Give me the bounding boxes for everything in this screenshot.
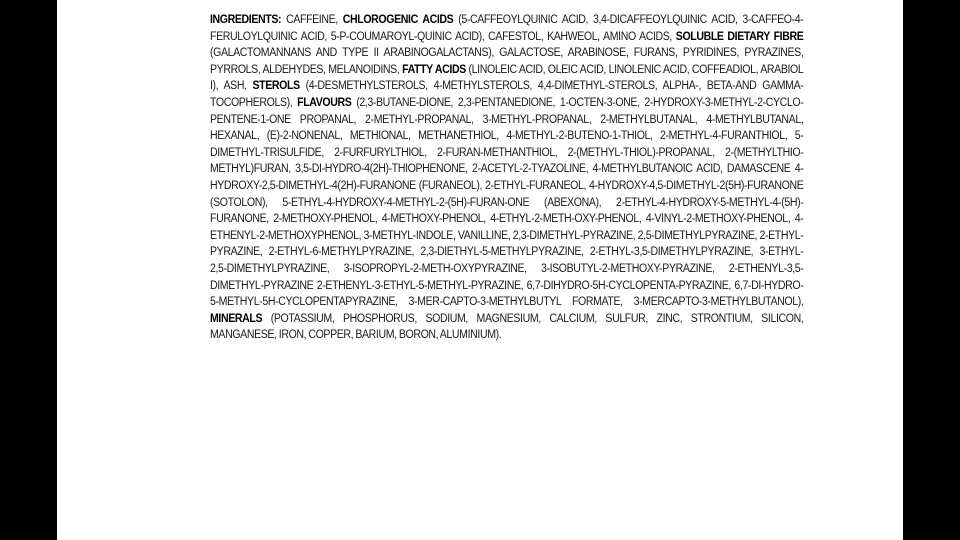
chlorogenic-acids-heading: CHLOROGENIC ACIDS	[342, 12, 454, 26]
sterols-heading: STEROLS	[252, 78, 300, 93]
ingredients-heading: INGREDIENTS:	[210, 12, 282, 26]
soluble-dietary-fibre-text: (GALACTOMANNANS AND TYPE II ARABINOGALACTANS), GALACTOSE, ARABINOSE, FURANS, PYRIDINES, PYRAZINES, PYRROLS, ALDEHYDES, MELANOIDINS,	[210, 45, 804, 76]
ingredients-paragraph	[210, 11, 803, 343]
flavours-text: (2,3-BUTANE-DIONE, 2,3-PENTANEDIONE, 1-OCTEN-3-ONE, 2-HYDROXY-3-METHYL-2-CYCLO-PENTENE-1-ONE PROPANAL, 2-METHYL-PROPANAL, 3-METHYL-PROPANAL, 2-METHYLBUTANAL, 4-METHYLBUTANAL, HEXANAL, (E)-2-NONENAL, METHIONAL, METHANETHIOL, 4-METHYL-2-BUTENO-1-THIOL, 2-METHYL-4-FURANTHIOL, 5-DIMETHYL-TRISULFIDE, 2-FURFURYLTHIOL, 2-FURAN-METHANTHIOL, 2-(METHYL-THIOL)-PROPANAL, 2-(METHYLTHIO-METHYL)FURAN, 3,5-DI-HYDRO-4(2H)-THIOPHENONE, 2-ACETYL-2-TYAZOLINE, 4-METHYLBUTANOIC ACID, DAMASCENE 4-HYDROXY-2,5-DIMETHYL-4(2H)-FURANONE (FURANEOL), 2-ETHYL-FURANEOL, 4-HYDROXY-4,5-DIMETHYL-2(5H)-FURANONE (SOTOLON), 5-ETHYL-4-HYDROXY-4-METHYL-2-(5H)-FURAN-ONE (ABEXONA), 2-ETHYL-4-HYDROXY-5-METHYL-4-(5H)-FURANONE, 2-METHOXY-PHENOL, 4-METHOXY-PHENOL, 4-ETHYL-2-METH-OXY-PHENOL, 4-VINYL-2-METHOXY-PHENOL, 4-ETHENYL-2-METHOXYPHENOL, 3-METHYL-INDOLE, VANILLINE, 2,3-DIMETHYL-PYRAZINE, 2,5-DIMETHYLPYRAZINE, 2-ETHYL-PYRAZINE, 2-ETHYL-6-METHYLPYRAZINE, 2,3-DIETHYL-5-METHYLPYRAZINE, 2-ETHYL-3,5-DIMETHYLPYRAZINE, 3-ETHYL-2,5-DIMETHYLPYRAZINE, 3-ISOPROPYL-2-METH-OXYPYRAZINE, 3-ISOBUTYL-2-METHOXY-PYRAZINE, 2-ETHENYL-3,5-DIMETHYL-PYRAZINE 2-ETHENYL-3-ETHYL-5-METHYL-PYRAZINE, 6,7-DIHYDRO-5H-CYCLOPENTA-PYRAZINE, 6,7-DI-HYDRO-5-METHYL-5H-CYCLOPENTAPYRAZINE, 3-MER-CAPTO-3-METHYLBUTYL FORMATE, 3-MERCAPTO-3-METHYLBUTANOL),	[210, 94, 804, 309]
document-page	[57, 0, 903, 540]
minerals-heading: MINERALS	[210, 310, 263, 325]
fatty-acids-text: (LINOLEIC ACID, OLEIC ACID, LINOLENIC ACID, COFFEADIOL, ARABIOL I), ASH,	[210, 61, 804, 93]
flavours-heading: FLAVOURS	[297, 94, 352, 109]
fatty-acids-heading: FATTY ACIDS	[402, 61, 466, 76]
chlorogenic-acids-text: (5-CAFFEOYLQUINIC ACID, 3,4-DICAFFEOYLQUINIC ACID, 3-CAFFEO-4-FERULOYLQUINIC ACID, 5-P-COUMAROYL-QUINIC ACID), CAFESTOL, KAHWEOL, AMINO ACIDS,	[210, 12, 804, 43]
minerals-text: (POTASSIUM, PHOSPHORUS, SODIUM, MAGNESIUM, CALCIUM, SULFUR, ZINC, STRONTIUM, SILICON, MANGANESE, IRON, COPPER, BARIUM, BORON, ALUMINIUM).	[210, 310, 804, 342]
soluble-dietary-fibre-heading: SOLUBLE DIETARY FIBRE	[675, 28, 804, 43]
ingredients-text: CAFFEINE,	[281, 12, 343, 26]
sterols-text: (4-DESMETHYLSTEROLS, 4-METHYLSTEROLS, 4,4-DIMETHYL-STEROLS, ALPHA-, BETA-AND GAMMA-TOCOPHEROLS),	[210, 78, 804, 109]
